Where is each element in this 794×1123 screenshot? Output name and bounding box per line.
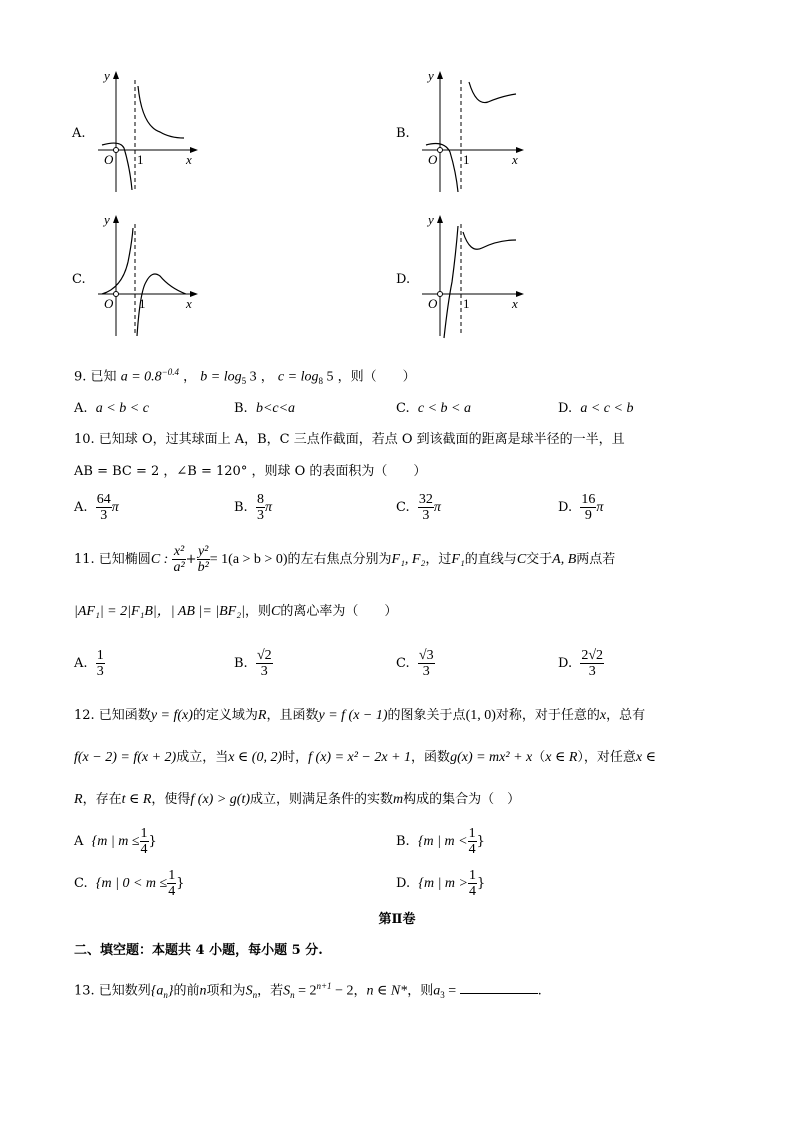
origin-label: O — [104, 296, 114, 311]
q13-line: 13. 已知数列$\{a_n\}$的前n项和为$S_n$，若$S_n = 2^{n+1} - 2$，n ∈ N*，则$a_3$ = . — [74, 981, 542, 1000]
origin-point — [114, 148, 119, 153]
origin-point — [114, 292, 119, 297]
y-arrow — [437, 215, 443, 223]
q10-line2: AB = BC = 2 ，∠B = 120° ，则球 O 的表面积为（ ） — [74, 464, 427, 479]
one-label: 1 — [463, 296, 470, 311]
one-label: 1 — [463, 152, 470, 167]
curve-right — [463, 232, 516, 249]
curve-right — [469, 82, 516, 103]
curve-left — [444, 226, 458, 338]
y-arrow — [437, 71, 443, 79]
q10-option-a: A. $\frac{64}{3}$ π — [74, 492, 119, 523]
q12-option-a: A {m | m ≤ $\frac{1}{4}$ } — [74, 826, 157, 857]
q11-line1: 11. 已知椭圆C : $\frac{\text{x²}}{\text{a²}}$ + $\frac{\text{y²}}{\text{b²}}$ = 1(a > b > 0)的左右焦点分别为F₁, F₂，过F₁的直线与C交于A, B两点若 — [74, 544, 616, 575]
q11-option-a: A. $\frac{1}{3}$ — [74, 648, 104, 679]
q11-option-d: D. $\frac{2√2}{3}$ — [558, 648, 604, 679]
y-label: y — [428, 212, 434, 227]
q11-option-c: C. $\frac{√3}{3}$ — [396, 648, 434, 679]
q12-option-b: B. {m | m < $\frac{1}{4}$ } — [396, 826, 485, 857]
q12-line2: f(x − 2) = f(x + 2)成立，当x ∈ (0, 2)时，f (x) = x² − 2x + 1，函数g(x) = mx² + x（x ∈ R），对任意x ∈ — [74, 750, 656, 765]
origin-point — [438, 148, 443, 153]
y-arrow — [113, 215, 119, 223]
option-c-label: C. — [72, 272, 86, 287]
q9-stem: 9. 已知 $a = 0.8^{-0.4}$ ， $b = \log_5 3$ ， $c = \log_8 5$ ，则（ ） — [74, 367, 416, 386]
q10-option-d: D. $\frac{16}{9}$ π — [558, 492, 604, 523]
q10-line1: 10. 已知球 O，过其球面上 A，B，C 三点作截面，若点 O 到该截面的距离是球半径的一半，且 — [74, 432, 625, 447]
q9-option-b: B. b<c<a — [234, 401, 296, 416]
q12-line3: R，存在t ∈ R，使得f (x) > g(t)成立，则满足条件的实数m构成的集合为（ ） — [74, 792, 521, 807]
option-b-label: B. — [396, 126, 410, 141]
graph-d — [414, 212, 529, 342]
q10-option-b: B. $\frac{8}{3}$ π — [234, 492, 272, 523]
y-arrow — [113, 71, 119, 79]
volume-title: 第Ⅱ卷 — [378, 912, 416, 927]
q12-option-d: D. {m | m > $\frac{1}{4}$ } — [396, 868, 486, 899]
q11-option-b: B. $\frac{√2}{3}$ — [234, 648, 272, 679]
q12-option-c: C. {m | 0 < m ≤ $\frac{1}{4}$ } — [74, 868, 185, 899]
y-label: y — [104, 68, 110, 83]
graph-b — [414, 68, 529, 198]
curve-right — [138, 86, 184, 138]
x-label: x — [512, 152, 518, 167]
one-label: 1 — [139, 296, 146, 311]
one-label: 1 — [137, 152, 144, 167]
graph-c — [90, 212, 200, 342]
q12-line1: 12. 已知函数y = f(x)的定义域为R，且函数y = f (x − 1)的图象关于点(1, 0)对称，对于任意的x，总有 — [74, 708, 646, 723]
section-heading: 二、填空题：本题共 4 小题，每小题 5 分. — [74, 943, 323, 958]
x-label: x — [186, 152, 192, 167]
curve-left — [102, 228, 133, 294]
q9-option-a: A. a < b < c — [74, 401, 149, 416]
y-label: y — [104, 212, 110, 227]
origin-point — [438, 292, 443, 297]
q11-line2: |AF₁| = 2|F₁B|，| AB |= |BF₂|，则C的离心率为（ ） — [74, 604, 398, 619]
q9-option-d: D. a < c < b — [558, 401, 634, 416]
x-label: x — [512, 296, 518, 311]
q9-option-c: C. c < b < a — [396, 401, 471, 416]
origin-label: O — [428, 296, 438, 311]
x-label: x — [186, 296, 192, 311]
y-label: y — [428, 68, 434, 83]
option-d-label: D. — [396, 272, 411, 287]
answer-blank[interactable] — [460, 981, 538, 994]
origin-label: O — [104, 152, 114, 167]
option-a-label: A. — [72, 126, 86, 141]
graph-a — [90, 68, 200, 198]
origin-label: O — [428, 152, 438, 167]
q10-option-c: C. $\frac{32}{3}$ π — [396, 492, 441, 523]
